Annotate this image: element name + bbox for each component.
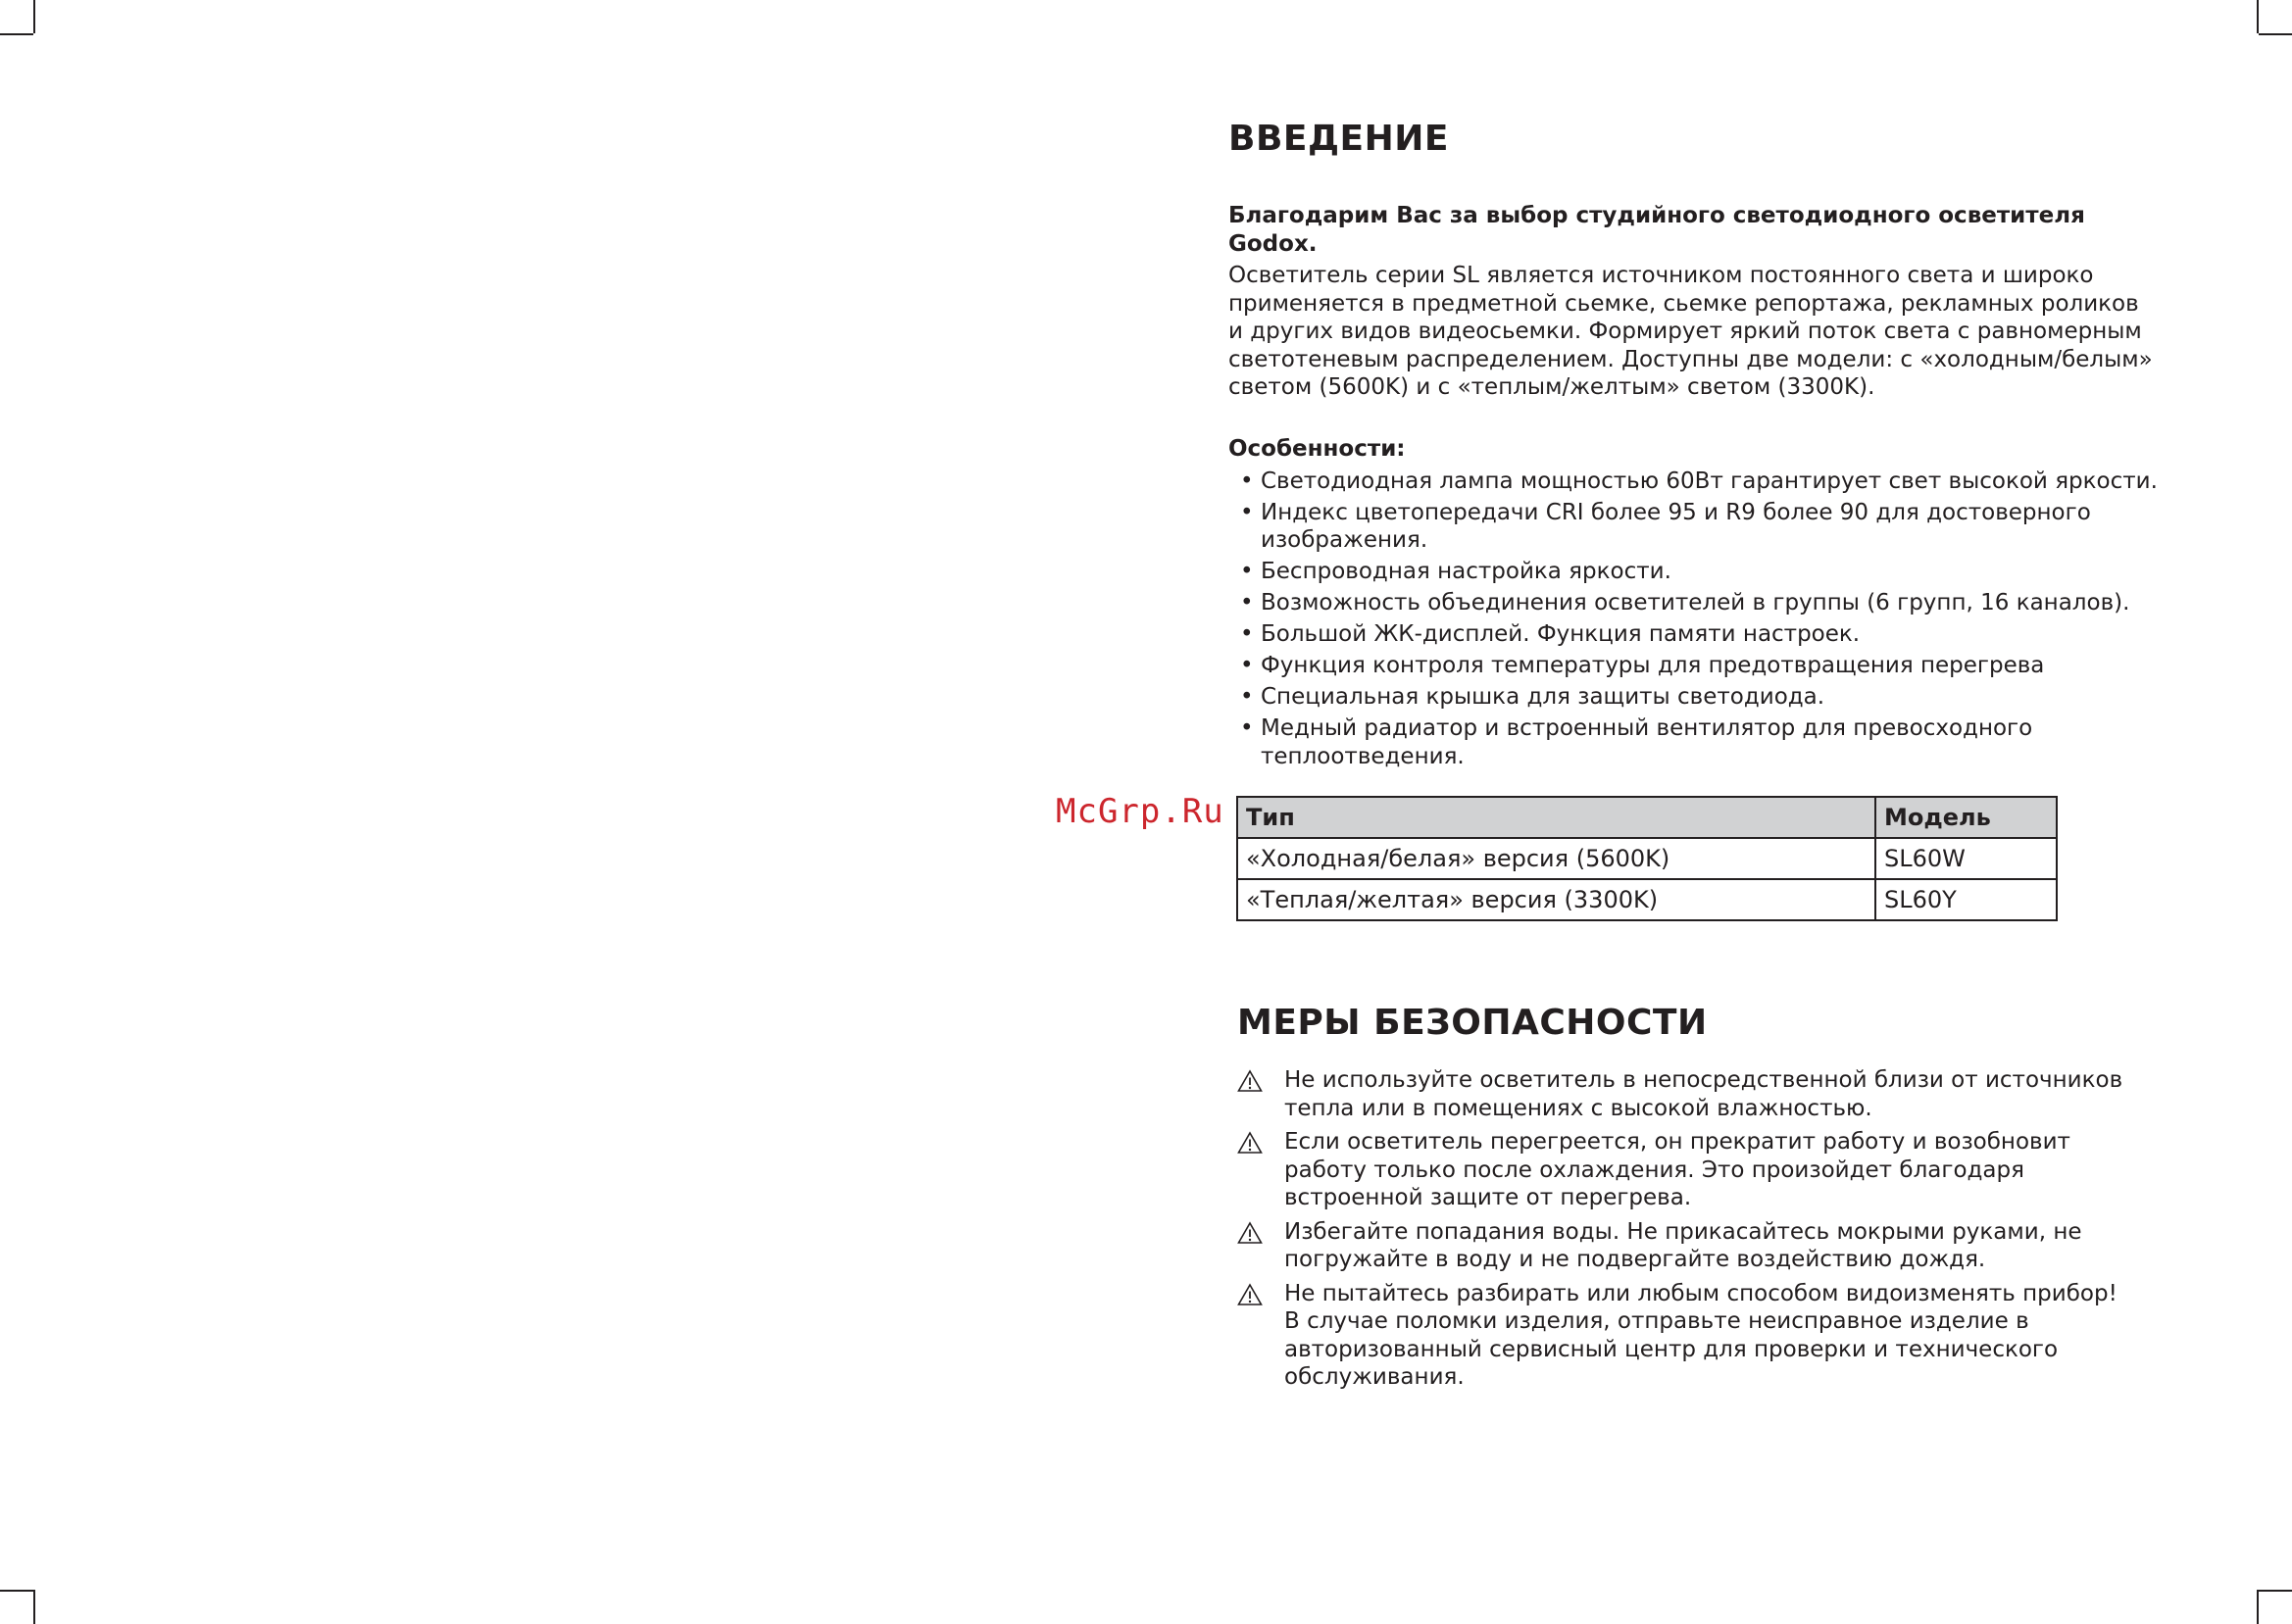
safety-title: МЕРЫ БЕЗОПАСНОСТИ — [1237, 1003, 1708, 1043]
warning-line: Если осветитель перегреется, он прекратит работу и возобновит — [1284, 1129, 2070, 1155]
intro-line: и других видов видеосьемки. Формирует яркий поток света с равномерным — [1228, 319, 2142, 344]
feature-line: изображения. — [1261, 527, 1428, 553]
intro-line: применяется в предметной сьемке, сьемке репортажа, рекламных роликов — [1228, 290, 2139, 317]
list-item — [1228, 620, 2169, 649]
intro-line: светотеневым распределением. Доступны две модели: с «холодным/белым» — [1228, 346, 2153, 372]
crop-mark-bottom-right — [2259, 1590, 2292, 1592]
warning-icon — [1237, 1131, 1263, 1155]
features-title: Особенности: — [1228, 435, 1406, 462]
feature-line: Возможность объединения осветителей в группы (6 групп, 16 каналов). — [1261, 590, 2130, 615]
list-item — [1228, 558, 2169, 586]
intro-paragraph — [1228, 262, 2169, 402]
warning-line: работу только после охлаждения. Это произойдет благодаря — [1284, 1156, 2024, 1183]
crop-mark-bottom-right — [2257, 1590, 2259, 1624]
warning-line: обслуживания. — [1284, 1364, 1465, 1390]
features-list — [1228, 468, 2169, 771]
warning-line: авторизованный сервисный центр для проверки и технического — [1284, 1336, 2059, 1362]
intro-lead: Благодарим Вас за выбор студийного светодиодного осветителя Godox. — [1228, 203, 2085, 257]
intro-line: Осветитель серии SL является источником постоянного света и широко — [1228, 263, 2094, 288]
warning-icon — [1237, 1069, 1263, 1093]
feature-line: Большой ЖК-дисплей. Функция памяти настроек. — [1261, 621, 1861, 647]
intro-section — [1228, 118, 2169, 774]
bullet-icon: • — [1240, 559, 1254, 584]
warning-line: тепла или в помещениях с высокой влажностью. — [1284, 1095, 1872, 1121]
warning-line: В случае поломки изделия, отправьте неисправное изделие в — [1284, 1308, 2029, 1334]
bullet-icon: • — [1240, 499, 1254, 525]
warning-line: погружайте в воду и не подвергайте воздействию дождя. — [1284, 1247, 1986, 1272]
feature-line: Беспроводная настройка яркости. — [1261, 559, 1671, 584]
table-cell-type: «Холодная/белая» версия (5600K) — [1237, 838, 1875, 879]
list-item — [1228, 589, 2169, 617]
intro-title: ВВЕДЕНИЕ — [1228, 119, 1449, 159]
list-item — [1228, 652, 2169, 680]
warning-item — [1237, 1280, 2178, 1392]
list-item — [1228, 714, 2169, 770]
crop-mark-bottom-left — [0, 1590, 33, 1592]
table-header-row — [1237, 797, 2057, 838]
crop-mark-top-left — [0, 33, 33, 35]
list-item — [1228, 499, 2169, 555]
table-row — [1237, 838, 2057, 879]
list-item — [1228, 468, 2169, 496]
table-header-type: Тип — [1237, 797, 1875, 838]
crop-mark-top-right — [2259, 33, 2292, 35]
safety-section — [1237, 1002, 2178, 1398]
table-cell-type: «Теплая/желтая» версия (3300K) — [1237, 879, 1875, 920]
bullet-icon: • — [1240, 653, 1254, 678]
table-row — [1237, 879, 2057, 920]
warning-line: Не пытайтесь разбирать или любым способом видоизменять прибор! — [1284, 1280, 2118, 1306]
crop-mark-top-left — [33, 0, 35, 33]
feature-line: Медный радиатор и встроенный вентилятор для превосходного — [1261, 715, 2033, 741]
table-cell-model: SL60W — [1875, 838, 2057, 879]
warning-item — [1237, 1218, 2178, 1274]
table-cell-model: SL60Y — [1875, 879, 2057, 920]
feature-line: Функция контроля температуры для предотвращения перегрева — [1261, 653, 2045, 678]
warning-line: Избегайте попадания воды. Не прикасайтесь мокрыми руками, не — [1284, 1218, 2082, 1245]
watermark: McGrp.Ru — [1056, 792, 1224, 831]
warning-item — [1237, 1128, 2178, 1212]
list-item — [1228, 683, 2169, 712]
warning-item — [1237, 1066, 2178, 1122]
warning-icon — [1237, 1283, 1263, 1306]
table-header-model: Модель — [1875, 797, 2057, 838]
crop-mark-top-right — [2257, 0, 2259, 33]
feature-line: Светодиодная лампа мощностью 60Вт гарантирует свет высокой яркости. — [1261, 468, 2158, 494]
crop-mark-bottom-left — [33, 1590, 35, 1624]
intro-line: светом (5600K) и с «теплым/желтым» светом (3300K). — [1228, 374, 1875, 400]
bullet-icon: • — [1240, 715, 1254, 741]
warning-line: встроенной защите от перегрева. — [1284, 1185, 1692, 1210]
feature-line: теплоотведения. — [1261, 743, 1465, 769]
bullet-icon: • — [1240, 468, 1254, 494]
warning-line: Не используйте осветитель в непосредственной близи от источников — [1284, 1067, 2123, 1093]
bullet-icon: • — [1240, 621, 1254, 647]
model-table — [1236, 796, 2058, 921]
bullet-icon: • — [1240, 590, 1254, 615]
feature-line: Специальная крышка для защиты светодиода. — [1261, 684, 1825, 710]
feature-line: Индекс цветопередачи CRI более 95 и R9 более 90 для достоверного — [1261, 499, 2091, 525]
warning-icon — [1237, 1221, 1263, 1245]
bullet-icon: • — [1240, 684, 1254, 710]
